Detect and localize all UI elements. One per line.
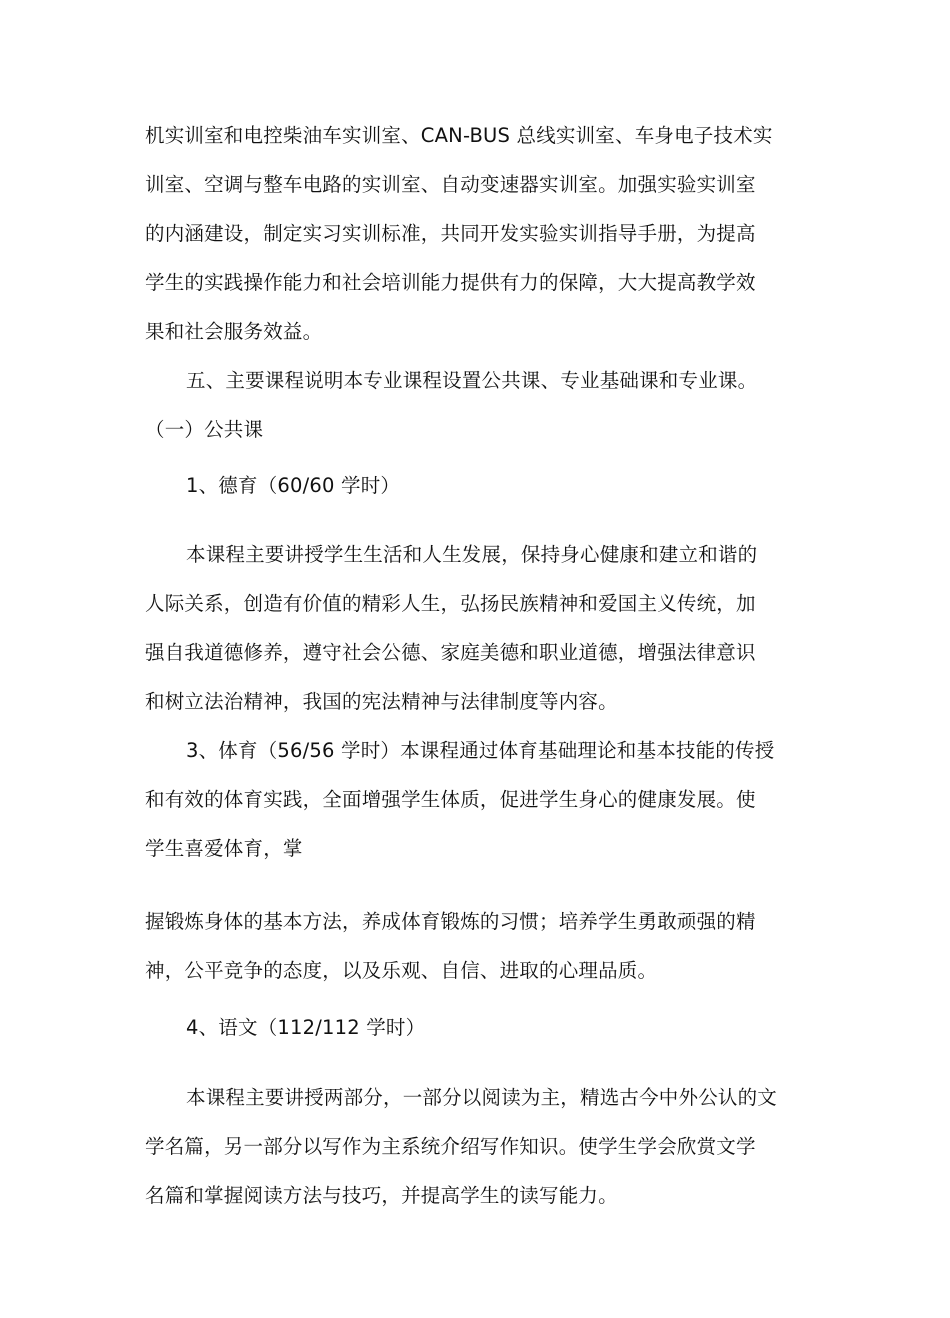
text-line: 和有效的体育实践，全面增强学生体质，促进学生身心的健康发展。使 bbox=[145, 788, 756, 811]
course-heading: 1、德育（60/60 学时） bbox=[186, 474, 401, 497]
text-line: 和树立法治精神，我国的宪法精神与法律制度等内容。 bbox=[145, 690, 618, 713]
text-line: 强自我道德修养，遵守社会公德、家庭美德和职业道德，增强法律意识 bbox=[145, 641, 756, 664]
text-line: 名篇和掌握阅读方法与技巧，并提高学生的读写能力。 bbox=[145, 1184, 618, 1207]
text-line: 果和社会服务效益。 bbox=[145, 320, 323, 343]
text-line: 本课程主要讲授学生生活和人生发展，保持身心健康和建立和谐的 bbox=[186, 543, 758, 566]
section-heading: 五、主要课程说明本专业课程设置公共课、专业基础课和专业课。 bbox=[186, 369, 758, 392]
text-line: 训室、空调与整车电路的实训室、自动变速器实训室。加强实验实训室 bbox=[145, 173, 756, 196]
subsection-heading: （一）公共课 bbox=[145, 418, 264, 441]
text-line: 本课程主要讲授两部分，一部分以阅读为主，精选古今中外公认的文 bbox=[186, 1086, 778, 1109]
text-line: 神，公平竞争的态度，以及乐观、自信、进取的心理品质。 bbox=[145, 959, 658, 982]
course-heading: 3、体育（56/56 学时）本课程通过体育基础理论和基本技能的传授 bbox=[186, 739, 775, 762]
course-heading: 4、语文（112/112 学时） bbox=[186, 1016, 426, 1039]
text-line: 学生的实践操作能力和社会培训能力提供有力的保障，大大提高教学效 bbox=[145, 271, 756, 294]
text-line: 握锻炼身体的基本方法，养成体育锻炼的习惯；培养学生勇敢顽强的精 bbox=[145, 910, 756, 933]
text-line: 学生喜爱体育，掌 bbox=[145, 837, 303, 860]
text-line: 学名篇，另一部分以写作为主系统介绍写作知识。使学生学会欣赏文学 bbox=[145, 1135, 756, 1158]
text-line: 的内涵建设，制定实习实训标准，共同开发实验实训指导手册，为提高 bbox=[145, 222, 756, 245]
text-line: 人际关系，创造有价值的精彩人生，弘扬民族精神和爱国主义传统，加 bbox=[145, 592, 756, 615]
text-line: 机实训室和电控柴油车实训室、CAN-BUS 总线实训室、车身电子技术实 bbox=[145, 124, 773, 147]
